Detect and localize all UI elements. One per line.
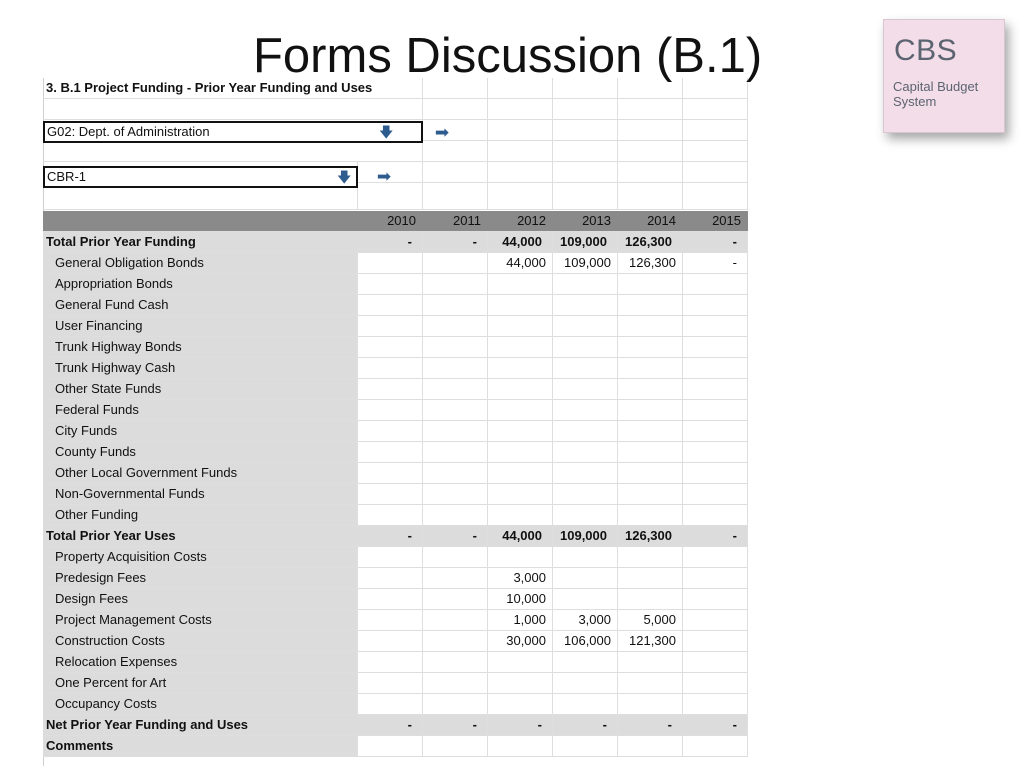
value-cell[interactable] <box>618 274 683 294</box>
value-cell[interactable] <box>618 505 683 525</box>
value-cell[interactable] <box>683 505 748 525</box>
arrow-right-icon[interactable]: ➡ <box>376 167 392 186</box>
value-cell: 126,300 <box>618 232 683 252</box>
row-label: General Obligation Bonds <box>43 253 358 273</box>
value-cell[interactable] <box>553 442 618 462</box>
value-cell[interactable] <box>618 694 683 714</box>
row-label: Other Funding <box>43 505 358 525</box>
value-cell[interactable] <box>488 442 553 462</box>
total-funding-row <box>43 232 748 253</box>
value-cell[interactable] <box>423 421 488 441</box>
comment-cell[interactable] <box>683 736 748 756</box>
funding-row <box>43 400 748 421</box>
value-cell[interactable] <box>683 631 748 651</box>
logo-name: Capital Budget System <box>893 79 979 109</box>
value-cell[interactable]: 121,300 <box>618 631 683 651</box>
row-label: Net Prior Year Funding and Uses <box>43 715 358 735</box>
arrow-down-icon[interactable]: 🡇 <box>379 124 394 140</box>
value-cell[interactable] <box>358 463 423 483</box>
value-cell[interactable] <box>618 547 683 567</box>
value-cell[interactable] <box>683 379 748 399</box>
funding-row <box>43 463 748 484</box>
value-cell[interactable] <box>423 274 488 294</box>
comments-row <box>43 736 748 757</box>
row-label: County Funds <box>43 442 358 462</box>
value-cell[interactable] <box>683 316 748 336</box>
comment-cell[interactable] <box>358 736 423 756</box>
value-cell[interactable] <box>683 610 748 630</box>
row-label: City Funds <box>43 421 358 441</box>
uses-row <box>43 568 748 589</box>
value-cell[interactable] <box>488 547 553 567</box>
value-cell: - <box>423 526 488 546</box>
value-cell[interactable]: 3,000 <box>488 568 553 588</box>
value-cell[interactable] <box>488 358 553 378</box>
value-cell[interactable] <box>488 316 553 336</box>
value-cell: - <box>423 232 488 252</box>
row-label: Comments <box>43 736 358 756</box>
comment-cell[interactable] <box>553 736 618 756</box>
value-cell[interactable] <box>553 400 618 420</box>
value-cell[interactable] <box>423 631 488 651</box>
value-cell[interactable] <box>553 547 618 567</box>
department-select[interactable] <box>43 121 423 143</box>
value-cell[interactable]: 3,000 <box>553 610 618 630</box>
value-cell[interactable] <box>423 400 488 420</box>
value-cell[interactable] <box>683 337 748 357</box>
value-cell[interactable] <box>488 295 553 315</box>
net-total-row <box>43 715 748 736</box>
value-cell[interactable] <box>553 463 618 483</box>
uses-row <box>43 589 748 610</box>
value-cell[interactable] <box>683 484 748 504</box>
row-label: Design Fees <box>43 589 358 609</box>
value-cell[interactable] <box>683 673 748 693</box>
value-cell[interactable] <box>488 652 553 672</box>
value-cell[interactable] <box>618 295 683 315</box>
project-select-value: CBR-1 <box>47 169 87 184</box>
row-label: Relocation Expenses <box>43 652 358 672</box>
row-label: Construction Costs <box>43 631 358 651</box>
value-cell[interactable] <box>358 274 423 294</box>
value-cell[interactable] <box>358 421 423 441</box>
value-cell: 126,300 <box>618 526 683 546</box>
value-cell[interactable] <box>553 568 618 588</box>
value-cell[interactable] <box>358 547 423 567</box>
value-cell: 109,000 <box>553 232 618 252</box>
value-cell[interactable]: 1,000 <box>488 610 553 630</box>
value-cell[interactable] <box>423 337 488 357</box>
value-cell[interactable] <box>423 442 488 462</box>
value-cell[interactable] <box>423 589 488 609</box>
value-cell[interactable] <box>358 358 423 378</box>
year-header: 2015 <box>683 211 748 231</box>
value-cell[interactable] <box>553 589 618 609</box>
funding-row <box>43 274 748 295</box>
blank-row <box>43 141 748 162</box>
comment-cell[interactable] <box>423 736 488 756</box>
funding-row <box>43 316 748 337</box>
funding-row <box>43 295 748 316</box>
value-cell[interactable] <box>358 631 423 651</box>
value-cell[interactable] <box>618 568 683 588</box>
funding-row <box>43 484 748 505</box>
value-cell[interactable] <box>553 337 618 357</box>
value-cell[interactable] <box>618 400 683 420</box>
row-label: Total Prior Year Funding <box>43 232 358 252</box>
value-cell[interactable] <box>358 295 423 315</box>
value-cell[interactable] <box>358 484 423 504</box>
row-label: Other Local Government Funds <box>43 463 358 483</box>
blank-row <box>43 99 748 120</box>
row-label: Property Acquisition Costs <box>43 547 358 567</box>
value-cell[interactable] <box>488 337 553 357</box>
value-cell[interactable] <box>553 379 618 399</box>
value-cell[interactable] <box>423 484 488 504</box>
value-cell[interactable] <box>358 337 423 357</box>
row-label: One Percent for Art <box>43 673 358 693</box>
row-label: Total Prior Year Uses <box>43 526 358 546</box>
value-cell[interactable] <box>358 673 423 693</box>
value-cell[interactable]: 30,000 <box>488 631 553 651</box>
value-cell[interactable] <box>618 442 683 462</box>
value-cell[interactable] <box>488 484 553 504</box>
value-cell[interactable] <box>553 274 618 294</box>
value-cell[interactable] <box>553 652 618 672</box>
value-cell[interactable] <box>553 673 618 693</box>
value-cell[interactable] <box>683 274 748 294</box>
value-cell[interactable] <box>683 652 748 672</box>
value-cell[interactable] <box>423 568 488 588</box>
year-header: 2011 <box>423 211 488 231</box>
value-cell[interactable] <box>683 694 748 714</box>
value-cell: - <box>618 715 683 735</box>
funding-row <box>43 442 748 463</box>
funding-row <box>43 421 748 442</box>
value-cell: - <box>358 526 423 546</box>
value-cell[interactable] <box>683 547 748 567</box>
slide-title: Forms Discussion (B.1) <box>253 29 763 83</box>
row-label: Non-Governmental Funds <box>43 484 358 504</box>
spreadsheet <box>43 78 748 766</box>
year-header: 2013 <box>553 211 618 231</box>
uses-row <box>43 694 748 715</box>
value-cell: - <box>358 715 423 735</box>
row-label: Project Management Costs <box>43 610 358 630</box>
section-title: 3. B.1 Project Funding - Prior Year Funding and Uses <box>43 78 423 98</box>
value-cell[interactable] <box>358 589 423 609</box>
value-cell[interactable] <box>683 463 748 483</box>
funding-row <box>43 337 748 358</box>
value-cell[interactable] <box>618 379 683 399</box>
value-cell: 44,000 <box>488 232 553 252</box>
value-cell[interactable] <box>423 505 488 525</box>
value-cell[interactable] <box>423 547 488 567</box>
value-cell: - <box>683 232 748 252</box>
value-cell[interactable] <box>618 337 683 357</box>
comment-cell[interactable] <box>618 736 683 756</box>
value-cell[interactable] <box>423 694 488 714</box>
uses-row <box>43 652 748 673</box>
row-label: Occupancy Costs <box>43 694 358 714</box>
value-cell[interactable] <box>423 316 488 336</box>
value-cell[interactable] <box>423 358 488 378</box>
uses-row <box>43 631 748 652</box>
value-cell[interactable] <box>553 484 618 504</box>
value-cell: - <box>683 715 748 735</box>
total-uses-row <box>43 526 748 547</box>
value-cell[interactable]: 5,000 <box>618 610 683 630</box>
value-cell[interactable] <box>488 694 553 714</box>
arrow-right-icon[interactable]: ➡ <box>434 123 450 142</box>
value-cell[interactable] <box>683 358 748 378</box>
year-header: 2012 <box>488 211 553 231</box>
value-cell[interactable] <box>683 295 748 315</box>
value-cell[interactable] <box>618 673 683 693</box>
value-cell[interactable] <box>553 316 618 336</box>
value-cell[interactable] <box>358 442 423 462</box>
value-cell[interactable] <box>683 568 748 588</box>
row-label: Predesign Fees <box>43 568 358 588</box>
value-cell[interactable] <box>553 421 618 441</box>
value-cell[interactable] <box>553 505 618 525</box>
value-cell[interactable] <box>488 463 553 483</box>
arrow-down-icon[interactable]: 🡇 <box>337 169 352 185</box>
value-cell[interactable] <box>488 673 553 693</box>
value-cell[interactable] <box>683 589 748 609</box>
value-cell: - <box>488 715 553 735</box>
comment-cell[interactable] <box>488 736 553 756</box>
value-cell[interactable] <box>683 421 748 441</box>
value-cell[interactable] <box>618 484 683 504</box>
value-cell[interactable] <box>358 316 423 336</box>
value-cell[interactable] <box>488 505 553 525</box>
value-cell[interactable] <box>423 610 488 630</box>
value-cell[interactable] <box>358 694 423 714</box>
year-header: 2014 <box>618 211 683 231</box>
row-label: Appropriation Bonds <box>43 274 358 294</box>
value-cell[interactable]: - <box>683 253 748 273</box>
value-cell[interactable]: 126,300 <box>618 253 683 273</box>
value-cell[interactable] <box>358 610 423 630</box>
value-cell: 44,000 <box>488 526 553 546</box>
value-cell[interactable]: 44,000 <box>488 253 553 273</box>
value-cell[interactable] <box>618 421 683 441</box>
uses-row <box>43 673 748 694</box>
value-cell[interactable] <box>488 274 553 294</box>
value-cell[interactable] <box>488 421 553 441</box>
cbs-logo <box>883 19 1005 133</box>
value-cell[interactable] <box>423 379 488 399</box>
value-cell[interactable] <box>553 358 618 378</box>
value-cell[interactable] <box>423 673 488 693</box>
value-cell: 109,000 <box>553 526 618 546</box>
value-cell[interactable] <box>488 400 553 420</box>
value-cell: - <box>683 526 748 546</box>
project-select[interactable] <box>43 166 358 188</box>
value-cell[interactable] <box>683 400 748 420</box>
row-label: General Fund Cash <box>43 295 358 315</box>
funding-row <box>43 505 748 526</box>
value-cell[interactable] <box>358 379 423 399</box>
value-cell[interactable] <box>358 568 423 588</box>
row-label: Trunk Highway Bonds <box>43 337 358 357</box>
uses-row <box>43 547 748 568</box>
value-cell[interactable] <box>488 379 553 399</box>
value-cell[interactable] <box>423 463 488 483</box>
value-cell[interactable] <box>423 652 488 672</box>
value-cell[interactable] <box>358 652 423 672</box>
row-label: Trunk Highway Cash <box>43 358 358 378</box>
uses-row <box>43 610 748 631</box>
funding-row <box>43 379 748 400</box>
value-cell[interactable]: 10,000 <box>488 589 553 609</box>
row-label: Other State Funds <box>43 379 358 399</box>
row-label: Federal Funds <box>43 400 358 420</box>
value-cell[interactable] <box>423 295 488 315</box>
value-cell[interactable] <box>358 253 423 273</box>
value-cell[interactable] <box>618 316 683 336</box>
value-cell[interactable] <box>683 442 748 462</box>
value-cell[interactable] <box>618 358 683 378</box>
value-cell: - <box>358 232 423 252</box>
year-header: 2010 <box>358 211 423 231</box>
funding-row <box>43 253 748 274</box>
value-cell[interactable] <box>358 400 423 420</box>
value-cell[interactable] <box>553 694 618 714</box>
value-cell[interactable] <box>423 253 488 273</box>
value-cell[interactable]: 106,000 <box>553 631 618 651</box>
funding-row <box>43 358 748 379</box>
row-label: User Financing <box>43 316 358 336</box>
value-cell[interactable] <box>618 463 683 483</box>
year-header-row <box>43 211 748 232</box>
value-cell[interactable] <box>618 589 683 609</box>
logo-abbreviation: CBS <box>894 34 958 67</box>
value-cell[interactable] <box>553 295 618 315</box>
value-cell[interactable]: 109,000 <box>553 253 618 273</box>
value-cell: - <box>553 715 618 735</box>
value-cell[interactable] <box>618 652 683 672</box>
value-cell: - <box>423 715 488 735</box>
department-select-value: G02: Dept. of Administration <box>47 124 210 139</box>
value-cell[interactable] <box>358 505 423 525</box>
